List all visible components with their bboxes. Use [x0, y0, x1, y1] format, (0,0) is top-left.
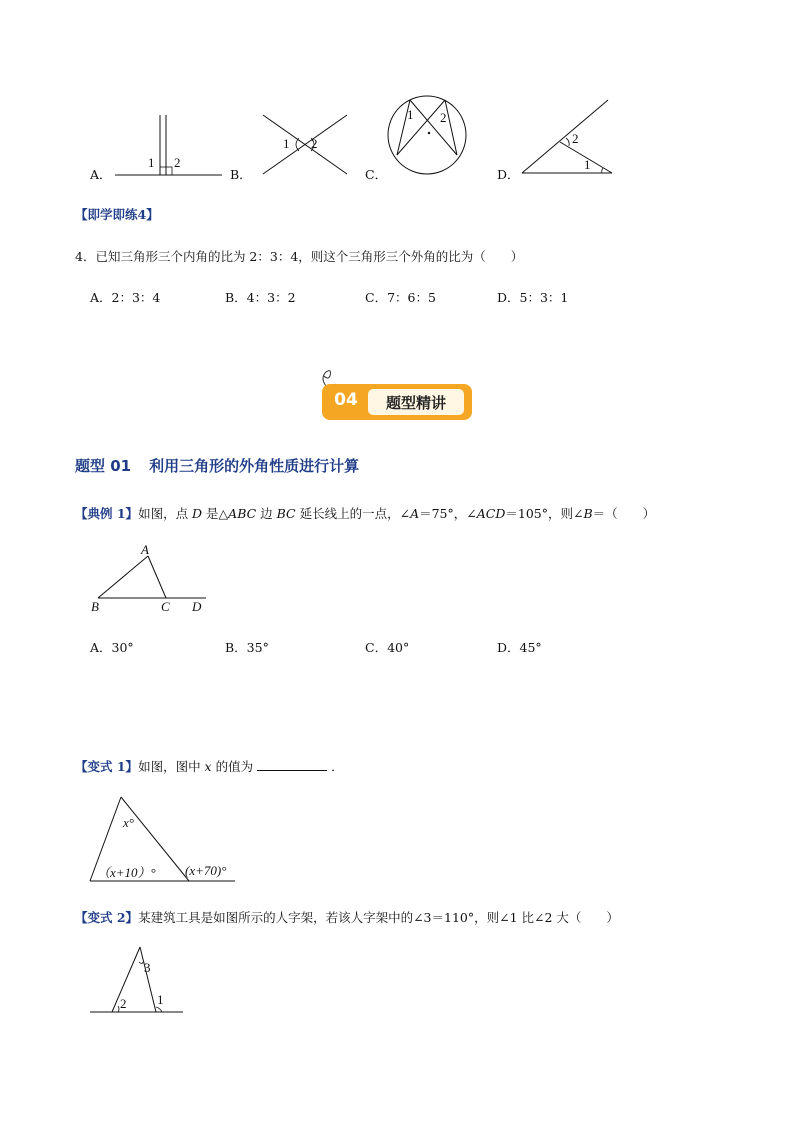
angle-right-label: (x+70)° — [185, 863, 227, 878]
example-1-option-a[interactable]: A．30° — [90, 640, 134, 655]
vertex-d-label: D — [192, 599, 202, 614]
text: 的值为 — [211, 759, 254, 774]
variant-2-tag: 【变式 2】 — [75, 910, 139, 925]
angle-2-label: 2 — [311, 136, 318, 151]
var: ABC — [228, 506, 257, 521]
vertex-a-label: A — [141, 542, 149, 557]
text: ＝75°，∠ — [419, 506, 477, 521]
text: ＝105°，则∠ — [505, 506, 584, 521]
angle-2-label: 2 — [174, 155, 181, 170]
example-1-tag: 【典例 1】 — [75, 506, 139, 521]
angle-2-label: 2 — [120, 996, 127, 1011]
var: x — [204, 759, 212, 774]
text: ． — [331, 759, 344, 774]
practice-4-tag: 【即学即练4】 — [75, 207, 159, 222]
example-1-triangle-figure — [88, 540, 218, 615]
section-title: 利用三角形的外角性质进行计算 — [149, 457, 360, 475]
option-b-figure — [255, 110, 355, 180]
angle-left-label: （x+10）° — [97, 865, 156, 880]
example-1-option-c[interactable]: C．40° — [365, 640, 410, 655]
section-number: 题型 01 — [75, 457, 132, 475]
section-banner — [322, 384, 472, 420]
option-c-figure — [385, 95, 475, 180]
angle-1-label: 1 — [148, 155, 155, 170]
practice-4-option-a[interactable]: A．2：3：4 — [90, 290, 161, 305]
vertex-b-label: B — [91, 599, 99, 614]
angle-2-label: 2 — [572, 131, 579, 146]
angle-3-label: 3 — [144, 960, 151, 975]
vertex-c-label: C — [161, 599, 170, 614]
option-d-label[interactable]: D． — [497, 167, 520, 182]
angle-1-label: 1 — [584, 157, 591, 172]
option-c-label[interactable]: C． — [365, 167, 388, 182]
answer-blank[interactable] — [257, 758, 327, 771]
variant-1-question — [75, 757, 344, 775]
practice-4-question: 4．已知三角形三个内角的比为 2：3：4，则这个三角形三个外角的比为（ ） — [75, 249, 524, 264]
section-heading — [75, 455, 359, 476]
example-1-option-d[interactable]: D．45° — [497, 640, 542, 655]
banner-title: 题型精讲 — [385, 394, 446, 412]
angle-2-label: 2 — [440, 110, 447, 125]
angle-1-label: 1 — [407, 107, 414, 122]
var: BC — [276, 506, 296, 521]
option-d-figure — [520, 98, 615, 178]
example-1-question — [75, 504, 655, 522]
practice-4-option-b[interactable]: B．4：3：2 — [225, 290, 296, 305]
example-1-option-b[interactable]: B．35° — [225, 640, 269, 655]
text: 某建筑工具是如图所示的人字架，若该人字架中的∠3＝110°，则∠1 比∠2 大（ ） — [138, 910, 619, 925]
option-b-label[interactable]: B． — [230, 167, 252, 182]
var: D — [192, 506, 203, 521]
option-a-label[interactable]: A． — [90, 167, 112, 182]
practice-4-option-c[interactable]: C．7：6：5 — [365, 290, 436, 305]
text: ＝（ ） — [592, 506, 656, 521]
practice-4-option-d[interactable]: D．5：3：1 — [497, 290, 569, 305]
option-a-figure — [110, 110, 230, 180]
angle-1-label: 1 — [283, 136, 290, 151]
text: 如图，点 — [138, 506, 193, 521]
text: 边 — [256, 506, 277, 521]
banner-number: 04 — [334, 390, 358, 410]
variant-2-question — [75, 908, 619, 926]
variant-2-ladder-figure — [88, 942, 188, 1017]
variant-1-tag: 【变式 1】 — [75, 759, 139, 774]
var: ACD — [476, 506, 506, 521]
text: 如图，图中 — [138, 759, 205, 774]
var: B — [583, 506, 593, 521]
text: 是△ — [202, 506, 229, 521]
angle-1-label: 1 — [157, 992, 164, 1007]
angle-x-label: x° — [123, 815, 134, 830]
variant-1-triangle-figure — [85, 793, 255, 888]
var: A — [410, 506, 420, 521]
text: 延长线上的一点，∠ — [295, 506, 411, 521]
